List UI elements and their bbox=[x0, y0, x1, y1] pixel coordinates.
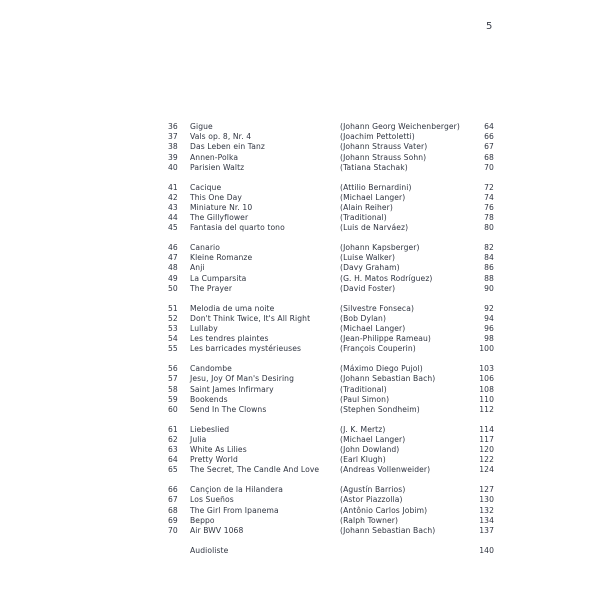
entry-composer: (Michael Langer) bbox=[340, 323, 406, 333]
toc-entry bbox=[168, 213, 498, 223]
entry-title: White As Lilies bbox=[190, 445, 247, 455]
entry-composer: (Michael Langer) bbox=[340, 434, 406, 444]
entry-title: Julia bbox=[190, 434, 207, 444]
toc-entry bbox=[168, 516, 498, 526]
entry-composer: (John Dowland) bbox=[340, 445, 400, 455]
toc-entry bbox=[168, 183, 498, 193]
toc-group bbox=[168, 243, 498, 294]
toc-group bbox=[168, 183, 498, 234]
toc-entry bbox=[168, 203, 498, 213]
entry-title: Saint James Infirmary bbox=[190, 384, 274, 394]
entry-number: 45 bbox=[168, 223, 178, 233]
entry-title: Anji bbox=[190, 263, 205, 273]
page-number: 5 bbox=[486, 21, 493, 32]
toc-group bbox=[168, 364, 498, 415]
entry-composer: (Attilio Bernardini) bbox=[340, 182, 412, 192]
entry-title: Melodia de uma noite bbox=[190, 303, 275, 313]
entry-number: 41 bbox=[168, 182, 178, 192]
entry-title: Les barricades mystérieuses bbox=[190, 344, 302, 354]
entry-composer: (David Foster) bbox=[340, 283, 396, 293]
entry-page: 90 bbox=[484, 283, 494, 293]
entry-number: 61 bbox=[168, 424, 178, 434]
toc-entry bbox=[168, 385, 498, 395]
entry-number: 51 bbox=[168, 303, 178, 313]
entry-title: This One Day bbox=[190, 192, 243, 202]
entry-composer: (Michael Langer) bbox=[340, 192, 406, 202]
entry-page: 78 bbox=[484, 213, 494, 223]
entry-page: 120 bbox=[479, 445, 494, 455]
entry-page: 106 bbox=[479, 374, 494, 384]
entry-title: Jesu, Joy Of Man's Desiring bbox=[190, 374, 294, 384]
entry-page: 70 bbox=[484, 162, 494, 172]
entry-title: Gigue bbox=[190, 122, 213, 131]
toc-entry bbox=[168, 132, 498, 142]
toc-group bbox=[168, 122, 498, 173]
entry-title: Beppo bbox=[190, 515, 215, 525]
entry-number: 69 bbox=[168, 515, 178, 525]
entry-number: 40 bbox=[168, 162, 178, 172]
toc-entry bbox=[168, 263, 498, 273]
entry-composer: (François Couperin) bbox=[340, 344, 416, 354]
entry-number: 37 bbox=[168, 132, 178, 142]
entry-number: 57 bbox=[168, 374, 178, 384]
entry-composer: (Agustín Barrios) bbox=[340, 485, 406, 495]
toc-entry bbox=[168, 344, 498, 354]
entry-composer: (Johann Sebastian Bach) bbox=[340, 525, 436, 535]
toc-entry bbox=[168, 153, 498, 163]
toc-entry bbox=[168, 253, 498, 263]
entry-composer: (Bob Dylan) bbox=[340, 313, 387, 323]
toc-entry bbox=[168, 163, 498, 173]
entry-page: 92 bbox=[484, 303, 494, 313]
audio-page: 140 bbox=[479, 545, 494, 555]
entry-composer: (Luise Walker) bbox=[340, 253, 396, 263]
toc-entry bbox=[168, 142, 498, 152]
entry-number: 50 bbox=[168, 283, 178, 293]
entry-number: 68 bbox=[168, 505, 178, 515]
entry-page: 117 bbox=[479, 434, 494, 444]
entry-composer: (Antônio Carlos Jobim) bbox=[340, 505, 428, 515]
entry-page: 127 bbox=[479, 485, 494, 495]
toc-entry bbox=[168, 243, 498, 253]
entry-number: 42 bbox=[168, 192, 178, 202]
entry-title: Annen-Polka bbox=[190, 152, 239, 162]
entry-page: 132 bbox=[479, 505, 494, 515]
entry-page: 86 bbox=[484, 263, 494, 273]
toc-entry bbox=[168, 223, 498, 233]
entry-number: 52 bbox=[168, 313, 178, 323]
entry-page: 103 bbox=[479, 364, 494, 374]
entry-page: 66 bbox=[484, 132, 494, 142]
entry-number: 65 bbox=[168, 465, 178, 475]
entry-number: 56 bbox=[168, 364, 178, 374]
entry-number: 47 bbox=[168, 253, 178, 263]
entry-composer: (Davy Graham) bbox=[340, 263, 400, 273]
entry-page: 94 bbox=[484, 313, 494, 323]
entry-composer: (Johann Kapsberger) bbox=[340, 243, 420, 253]
entry-title: Bookends bbox=[190, 394, 228, 404]
toc-entry bbox=[168, 334, 498, 344]
entry-composer: (Andreas Vollenweider) bbox=[340, 465, 431, 475]
entry-composer: (Joachim Pettoletti) bbox=[340, 132, 415, 142]
toc-group bbox=[168, 485, 498, 536]
toc-entry bbox=[168, 274, 498, 284]
entry-page: 72 bbox=[484, 182, 494, 192]
entry-number: 64 bbox=[168, 455, 178, 465]
entry-composer: (Johann Sebastian Bach) bbox=[340, 374, 436, 384]
toc-entry bbox=[168, 122, 498, 132]
entry-page: 88 bbox=[484, 273, 494, 283]
entry-title: Candombe bbox=[190, 364, 232, 374]
entry-page: 112 bbox=[479, 404, 494, 414]
toc-entry bbox=[168, 314, 498, 324]
entry-composer: (Stephen Sondheim) bbox=[340, 404, 420, 414]
audio-title: Audioliste bbox=[190, 545, 229, 555]
entry-title: Das Leben ein Tanz bbox=[190, 142, 265, 152]
entry-composer: (Johann Georg Weichenberger) bbox=[340, 122, 460, 131]
entry-title: Vals op. 8, Nr. 4 bbox=[190, 132, 252, 142]
entry-title: Fantasia del quarto tono bbox=[190, 223, 285, 233]
toc-entry-audio bbox=[168, 546, 498, 556]
entry-page: 137 bbox=[479, 525, 494, 535]
entry-composer: (Traditional) bbox=[340, 384, 387, 394]
entry-title: The Secret, The Candle And Love bbox=[190, 465, 320, 475]
entry-title: Pretty World bbox=[190, 455, 238, 465]
entry-number: 49 bbox=[168, 273, 178, 283]
entry-number: 70 bbox=[168, 525, 178, 535]
entry-composer: (Johann Strauss Sohn) bbox=[340, 152, 427, 162]
toc-entry bbox=[168, 495, 498, 505]
entry-title: Lullaby bbox=[190, 323, 218, 333]
toc-entry bbox=[168, 364, 498, 374]
entry-composer: (Ralph Towner) bbox=[340, 515, 399, 525]
toc-entry bbox=[168, 526, 498, 536]
toc-entry bbox=[168, 455, 498, 465]
entry-page: 67 bbox=[484, 142, 494, 152]
entry-composer: (G. H. Matos Rodríguez) bbox=[340, 273, 433, 283]
toc-entry bbox=[168, 374, 498, 384]
entry-number: 62 bbox=[168, 434, 178, 444]
entry-title: Air BWV 1068 bbox=[190, 525, 244, 535]
entry-composer: (Astor Piazzolla) bbox=[340, 495, 403, 505]
entry-composer: (Silvestre Fonseca) bbox=[340, 303, 415, 313]
toc-entry bbox=[168, 506, 498, 516]
toc-entry bbox=[168, 324, 498, 334]
entry-title: Send In The Clowns bbox=[190, 404, 267, 414]
entry-number: 59 bbox=[168, 394, 178, 404]
entry-number: 43 bbox=[168, 202, 178, 212]
entry-title: The Girl From Ipanema bbox=[190, 505, 279, 515]
entry-title: Liebeslied bbox=[190, 424, 230, 434]
entry-composer: (Traditional) bbox=[340, 213, 387, 223]
entry-title: La Cumparsita bbox=[190, 273, 247, 283]
entry-page: 110 bbox=[479, 394, 494, 404]
toc-entry bbox=[168, 395, 498, 405]
entry-title: Miniature Nr. 10 bbox=[190, 202, 253, 212]
entry-page: 108 bbox=[479, 384, 494, 394]
entry-number: 63 bbox=[168, 445, 178, 455]
entry-title: Los Sueños bbox=[190, 495, 234, 505]
entry-composer: (Earl Klugh) bbox=[340, 455, 386, 465]
entry-page: 82 bbox=[484, 243, 494, 253]
entry-number: 60 bbox=[168, 404, 178, 414]
entry-composer: (Luis de Narváez) bbox=[340, 223, 409, 233]
entry-page: 134 bbox=[479, 515, 494, 525]
entry-page: 80 bbox=[484, 223, 494, 233]
entry-title: Les tendres plaintes bbox=[190, 334, 269, 344]
entry-composer: (Paul Simon) bbox=[340, 394, 390, 404]
entry-title: Don't Think Twice, It's All Right bbox=[190, 313, 311, 323]
entry-page: 84 bbox=[484, 253, 494, 263]
entry-composer: (Jean-Philippe Rameau) bbox=[340, 334, 431, 344]
toc-entry bbox=[168, 425, 498, 435]
entry-number: 38 bbox=[168, 142, 178, 152]
entry-page: 130 bbox=[479, 495, 494, 505]
entry-page: 76 bbox=[484, 202, 494, 212]
entry-number: 66 bbox=[168, 485, 178, 495]
entry-composer: (Johann Strauss Vater) bbox=[340, 142, 428, 152]
entry-title: Cançion de la Hilandera bbox=[190, 485, 283, 495]
entry-page: 98 bbox=[484, 334, 494, 344]
entry-title: Kleine Romanze bbox=[190, 253, 253, 263]
entry-title: Canario bbox=[190, 243, 220, 253]
toc-group bbox=[168, 304, 498, 355]
entry-number: 44 bbox=[168, 213, 178, 223]
entry-title: Parisien Waltz bbox=[190, 162, 245, 172]
toc-entry bbox=[168, 485, 498, 495]
entry-composer: (J. K. Mertz) bbox=[340, 424, 386, 434]
entry-page: 100 bbox=[479, 344, 494, 354]
entry-title: Cacique bbox=[190, 182, 222, 192]
entry-page: 124 bbox=[479, 465, 494, 475]
entry-page: 74 bbox=[484, 192, 494, 202]
entry-number: 54 bbox=[168, 334, 178, 344]
entry-number: 53 bbox=[168, 323, 178, 333]
toc-entry bbox=[168, 445, 498, 455]
toc-entry bbox=[168, 465, 498, 475]
toc-entry bbox=[168, 435, 498, 445]
entry-number: 36 bbox=[168, 122, 178, 131]
entry-page: 68 bbox=[484, 152, 494, 162]
entry-composer: (Máximo Diego Pujol) bbox=[340, 364, 423, 374]
entry-composer: (Tatiana Stachak) bbox=[340, 162, 408, 172]
entry-composer: (Alain Reiher) bbox=[340, 202, 393, 212]
entry-number: 39 bbox=[168, 152, 178, 162]
entry-number: 55 bbox=[168, 344, 178, 354]
entry-number: 46 bbox=[168, 243, 178, 253]
entry-number: 58 bbox=[168, 384, 178, 394]
toc-group bbox=[168, 425, 498, 476]
entry-page: 64 bbox=[484, 122, 494, 131]
entry-title: The Gillyflower bbox=[190, 213, 249, 223]
entry-page: 122 bbox=[479, 455, 494, 465]
entry-page: 96 bbox=[484, 323, 494, 333]
entry-number: 67 bbox=[168, 495, 178, 505]
entry-page: 114 bbox=[479, 424, 494, 434]
entry-number: 48 bbox=[168, 263, 178, 273]
toc-entry bbox=[168, 405, 498, 415]
toc-entry bbox=[168, 284, 498, 294]
toc-entry bbox=[168, 193, 498, 203]
table-of-contents bbox=[168, 122, 498, 556]
entry-title: The Prayer bbox=[190, 283, 233, 293]
toc-entry bbox=[168, 304, 498, 314]
